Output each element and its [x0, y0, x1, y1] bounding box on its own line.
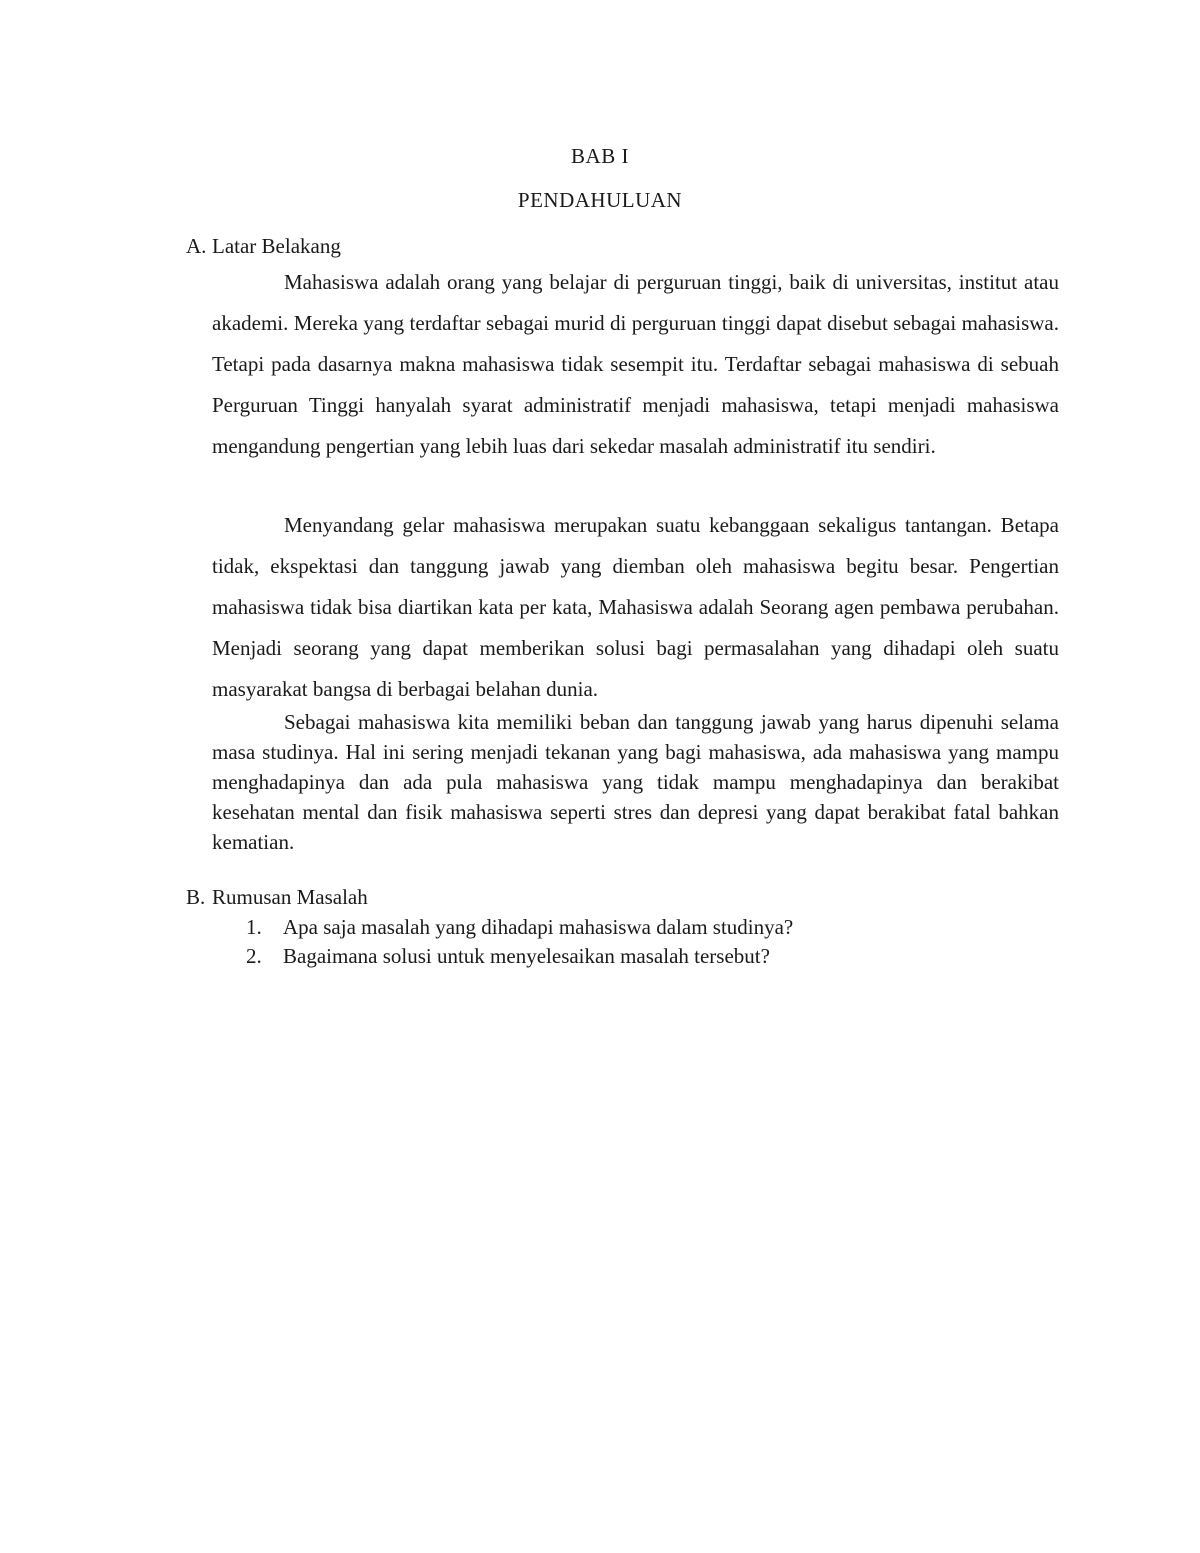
chapter-title: PENDAHULUAN [517, 188, 683, 212]
list-item-text: Apa saja masalah yang dihadapi mahasiswa dalam studinya? [283, 915, 794, 939]
problem-statement-list [246, 913, 793, 971]
list-item [246, 942, 793, 971]
section-b-title: Rumusan Masalah [212, 885, 368, 909]
section-a-heading [186, 234, 341, 259]
background-paragraph-3: Sebagai mahasiswa kita memiliki beban dan tanggung jawab yang harus dipenuhi selama masa studinya. Hal ini sering menjadi tekanan yang bagi mahasiswa, ada mahasiswa yang mampu menghadapinya dan ada pula mahasiswa yang tidak mampu menghadapinya dan berakibat kesehatan mental dan fisik mahasiswa seperti stres dan depresi yang dapat berakibat fatal bahkan kematian. [212, 710, 1059, 854]
chapter-number: BAB I [571, 144, 629, 168]
list-item [246, 913, 793, 942]
list-item-number: 1. [246, 915, 262, 939]
section-a-letter: A. [186, 234, 207, 258]
background-paragraph-1: Mahasiswa adalah orang yang belajar di perguruan tinggi, baik di universitas, institut atau akademi. Mereka yang terdaftar sebagai murid di perguruan tinggi dapat disebut sebagai mahasiswa. Tetapi pada dasarnya makna mahasiswa tidak sesempit itu. Terdaftar sebagai mahasiswa di sebuah Perguruan Tinggi hanyalah syarat administratif menjadi mahasiswa, tetapi menjadi mahasiswa mengandung pengertian yang lebih luas dari sekedar masalah administratif itu sendiri. [212, 270, 1059, 458]
section-b-heading [186, 885, 368, 910]
section-b-letter: B. [186, 885, 206, 909]
section-a-title: Latar Belakang [212, 234, 341, 258]
background-paragraph-2: Menyandang gelar mahasiswa merupakan suatu kebanggaan sekaligus tantangan. Betapa tidak, ekspektasi dan tanggung jawab yang diemban oleh mahasiswa begitu besar. Pengertian mahasiswa tidak bisa diartikan kata per kata, Mahasiswa adalah Seorang agen pembawa perubahan. Menjadi seorang yang dapat memberikan solusi bagi permasalahan yang dihadapi oleh suatu masyarakat bangsa di berbagai belahan dunia. [212, 513, 1059, 701]
list-item-number: 2. [246, 944, 262, 968]
list-item-text: Bagaimana solusi untuk menyelesaikan masalah tersebut? [283, 944, 770, 968]
